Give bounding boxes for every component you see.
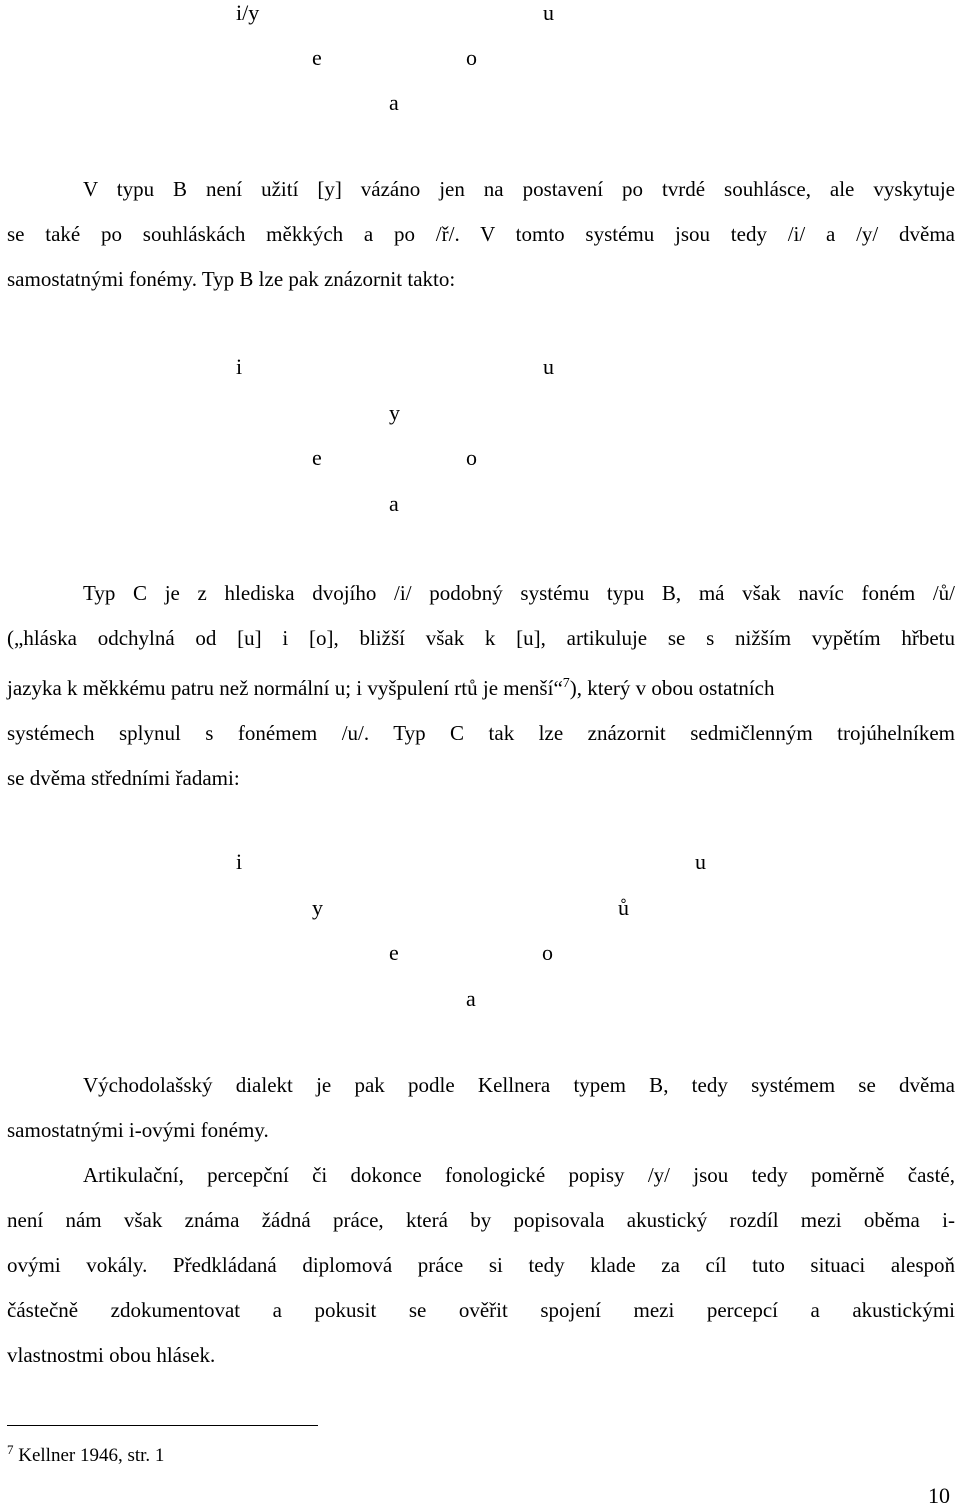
paragraph-line: vlastnostmi obou hlásek.: [7, 1343, 216, 1367]
footnote: [7, 1438, 164, 1468]
paragraph-line: částečně zdokumentovat a pokusit se ověřit spojení mezi percepcí a akustickými: [7, 1298, 955, 1322]
vowel-a: a: [389, 491, 399, 516]
footnote-number: 7: [7, 1442, 14, 1457]
paragraph-thesis-aim: [7, 1153, 955, 1378]
paragraph-type-c: [7, 571, 955, 801]
vowel-o: o: [466, 445, 477, 470]
paragraph-line: [7, 661, 955, 711]
vowel-i-y: i/y: [236, 0, 260, 25]
vowel-a: a: [466, 986, 476, 1011]
vowel-u: u: [695, 849, 706, 874]
paragraph-line: není nám však známa žádná práce, která by popisovala akustický rozdíl mezi oběma i-: [7, 1208, 955, 1232]
vowel-u: u: [543, 354, 554, 379]
vowel-u-ring: ů: [618, 895, 629, 920]
page-number: 10: [928, 1483, 950, 1508]
paragraph-line: ovými vokály. Předkládaná diplomová práce si tedy klade za cíl tuto situaci alespoň: [7, 1253, 955, 1277]
paragraph-line: („hláska odchylná od [u] i [o], bližší však k [u], artikuluje se s nižším vypětím hřbetu: [7, 626, 955, 650]
paragraph-line: se také po souhláskách měkkých a po /ř/. V tomto systému jsou tedy /i/ a /y/ dvěma: [7, 222, 955, 246]
footnote-text: Kellner 1946, str. 1: [18, 1445, 165, 1466]
paragraph-line: Východolašský dialekt je pak podle Kellnera typem B, tedy systémem se dvěma: [83, 1073, 955, 1097]
vowel-e: e: [312, 445, 322, 470]
vowel-i: i: [236, 354, 243, 379]
vowel-e: e: [389, 940, 399, 965]
paragraph-line: se dvěma středními řadami:: [7, 766, 240, 790]
vowel-y: y: [312, 895, 323, 920]
vowel-i: i: [236, 849, 243, 874]
text-segment: jazyka k měkkému patru než normální u; i vyšpulení rtů je menší“: [7, 676, 563, 700]
vowel-y: y: [389, 400, 400, 425]
paragraph-east-lach: [7, 1063, 955, 1153]
footnote-reference: 7: [562, 676, 570, 691]
footnote-divider: [7, 1425, 318, 1426]
vowel-a: a: [389, 90, 399, 115]
paragraph-line: Typ C je z hlediska dvojího /i/ podobný systému typu B, má však navíc foném /ů/: [83, 581, 955, 605]
paragraph-line: samostatnými i-ovými fonémy.: [7, 1118, 269, 1142]
paragraph-line: systémech splynul s fonémem /u/. Typ C tak lze znázornit sedmičlenným trojúhelníkem: [7, 721, 955, 745]
paragraph-line: V typu B není užití [y] vázáno jen na postavení po tvrdé souhlásce, ale vyskytuje: [83, 177, 955, 201]
vowel-e: e: [312, 45, 322, 70]
vowel-o: o: [466, 45, 477, 70]
vowel-u: u: [543, 0, 554, 25]
paragraph-type-b: [7, 167, 955, 302]
text-segment: ), který v obou ostatních: [569, 676, 775, 700]
paragraph-line: samostatnými fonémy. Typ B lze pak znázornit takto:: [7, 267, 456, 291]
vowel-o: o: [542, 940, 553, 965]
paragraph-line: Artikulační, percepční či dokonce fonologické popisy /y/ jsou tedy poměrně časté,: [83, 1163, 955, 1187]
